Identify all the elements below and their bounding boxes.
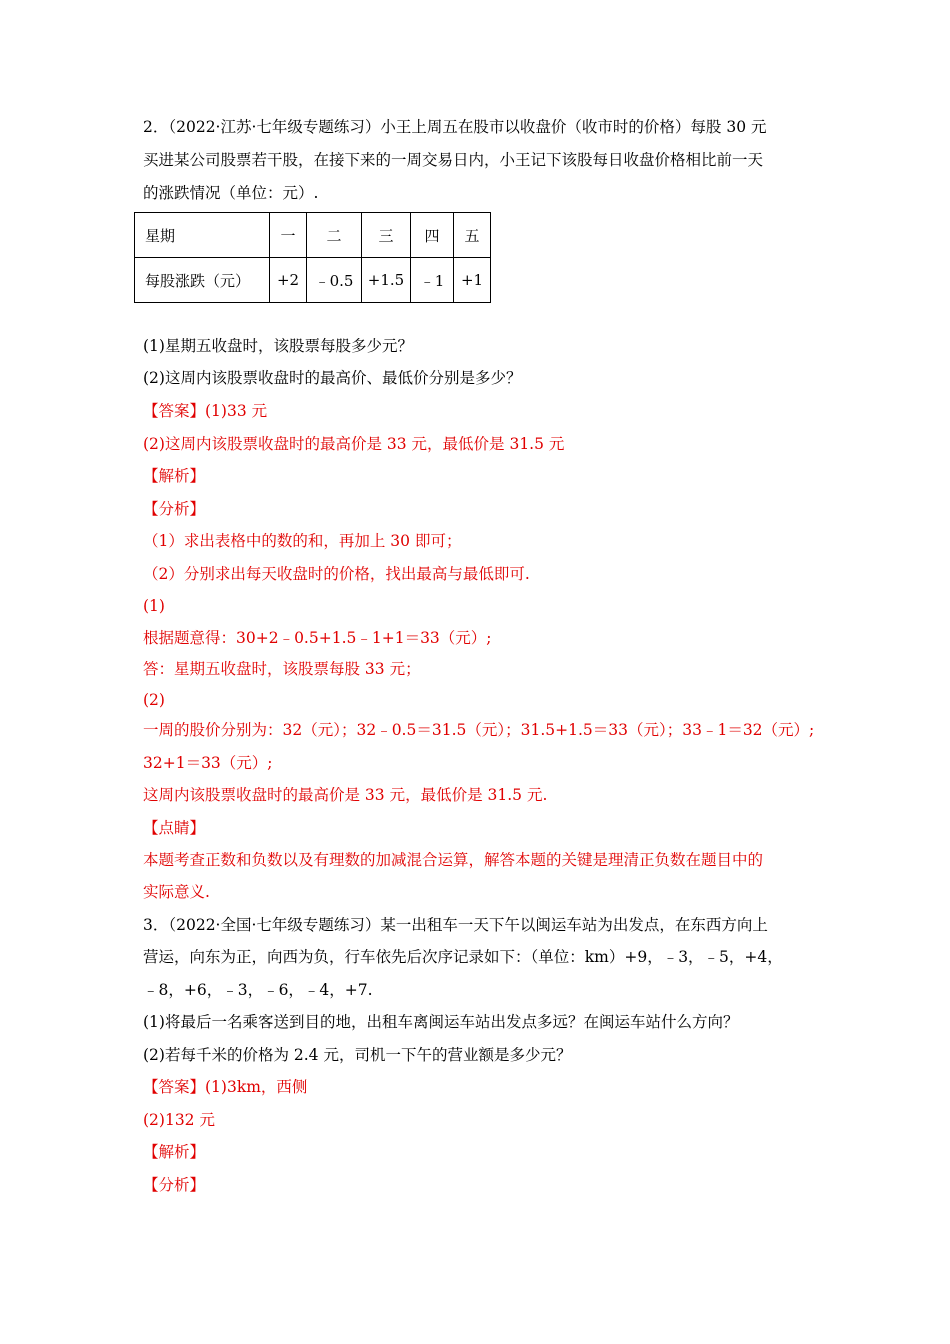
- price-change-table: [134, 212, 491, 303]
- q3-stem-line-2: 营运，向东为正，向西为负，行车依先后次序记录如下：（单位：km）+9，﹣3，﹣5，+4，: [143, 948, 783, 966]
- table-day: 二: [307, 213, 362, 258]
- q3-stem-line-3: ﹣8，+6，﹣3，﹣6，﹣4，+7.: [143, 981, 373, 999]
- table-day: 五: [454, 213, 491, 258]
- q2-analysis-1: （1）求出表格中的数的和，再加上 30 即可；: [143, 532, 462, 550]
- table-row: [135, 258, 491, 303]
- table-header-label: 星期: [135, 213, 270, 258]
- q2-answer-2: (2)这周内该股票收盘时的最高价是 33 元，最低价是 31.5 元: [143, 435, 565, 453]
- q2-part-2-conclusion: 这周内该股票收盘时的最高价是 33 元，最低价是 31.5 元.: [143, 786, 548, 804]
- q2-part-1-label: (1): [143, 597, 165, 615]
- q3-fenxi-heading: 【分析】: [143, 1176, 206, 1194]
- q2-part-2-label: (2): [143, 691, 165, 709]
- q3-answer-2: (2)132 元: [143, 1111, 215, 1129]
- q2-stem-line-2: 买进某公司股票若干股，在接下来的一周交易日内，小王记下该股每日收盘价格相比前一天: [143, 151, 764, 169]
- table-value: +2: [270, 258, 307, 303]
- q2-sub-question-2: (2)这周内该股票收盘时的最高价、最低价分别是多少？: [143, 369, 522, 387]
- q2-sub-question-1: (1)星期五收盘时，该股票每股多少元？: [143, 337, 413, 355]
- q3-sub-question-1: (1)将最后一名乘客送到目的地，出租车离闽运车站出发点多远？在闽运车站什么方向？: [143, 1013, 739, 1031]
- q2-part-1-calc: 根据题意得：30+2﹣0.5+1.5﹣1+1＝33（元）;: [143, 629, 492, 647]
- q2-stem-line-3: 的涨跌情况（单位：元）.: [143, 184, 319, 202]
- table-value: ﹣1: [411, 258, 454, 303]
- q2-part-1-answer: 答：星期五收盘时，该股票每股 33 元；: [143, 660, 421, 678]
- table-row-label: 每股涨跌（元）: [135, 258, 270, 303]
- q3-answer-1: 【答案】(1)3km，西侧: [143, 1078, 308, 1096]
- table-value: ﹣0.5: [307, 258, 362, 303]
- table-day: 一: [270, 213, 307, 258]
- table-row: [135, 213, 491, 258]
- q2-dianjing-heading: 【点睛】: [143, 819, 206, 837]
- q2-part-2-calc: 一周的股价分别为：32（元）；32﹣0.5＝31.5（元）；31.5+1.5＝33（元）；33﹣1＝32（元）;: [143, 721, 815, 739]
- q2-part-2-calc-cont: 32+1＝33（元）;: [143, 754, 273, 772]
- table-day: 三: [362, 213, 411, 258]
- table-value: +1: [454, 258, 491, 303]
- q2-stem-line-1: 2．（2022·江苏·七年级专题练习）小王上周五在股市以收盘价（收市时的价格）每股 30 元: [143, 118, 767, 136]
- q2-analysis-2: （2）分别求出每天收盘时的价格，找出最高与最低即可.: [143, 565, 530, 583]
- q2-comment-2: 实际意义.: [143, 883, 210, 901]
- q2-fenxi-heading: 【分析】: [143, 500, 206, 518]
- q2-comment-1: 本题考查正数和负数以及有理数的加减混合运算，解答本题的关键是理清正负数在题目中的: [143, 851, 764, 869]
- q2-answer-1: 【答案】(1)33 元: [143, 402, 268, 420]
- q2-jiexi-heading: 【解析】: [143, 467, 206, 485]
- q3-stem-line-1: 3．（2022·全国·七年级专题练习）某一出租车一天下午以闽运车站为出发点，在东西方向上: [143, 916, 768, 934]
- table-value: +1.5: [362, 258, 411, 303]
- q3-sub-question-2: (2)若每千米的价格为 2.4 元，司机一下午的营业额是多少元？: [143, 1046, 572, 1064]
- q3-jiexi-heading: 【解析】: [143, 1143, 206, 1161]
- table-day: 四: [411, 213, 454, 258]
